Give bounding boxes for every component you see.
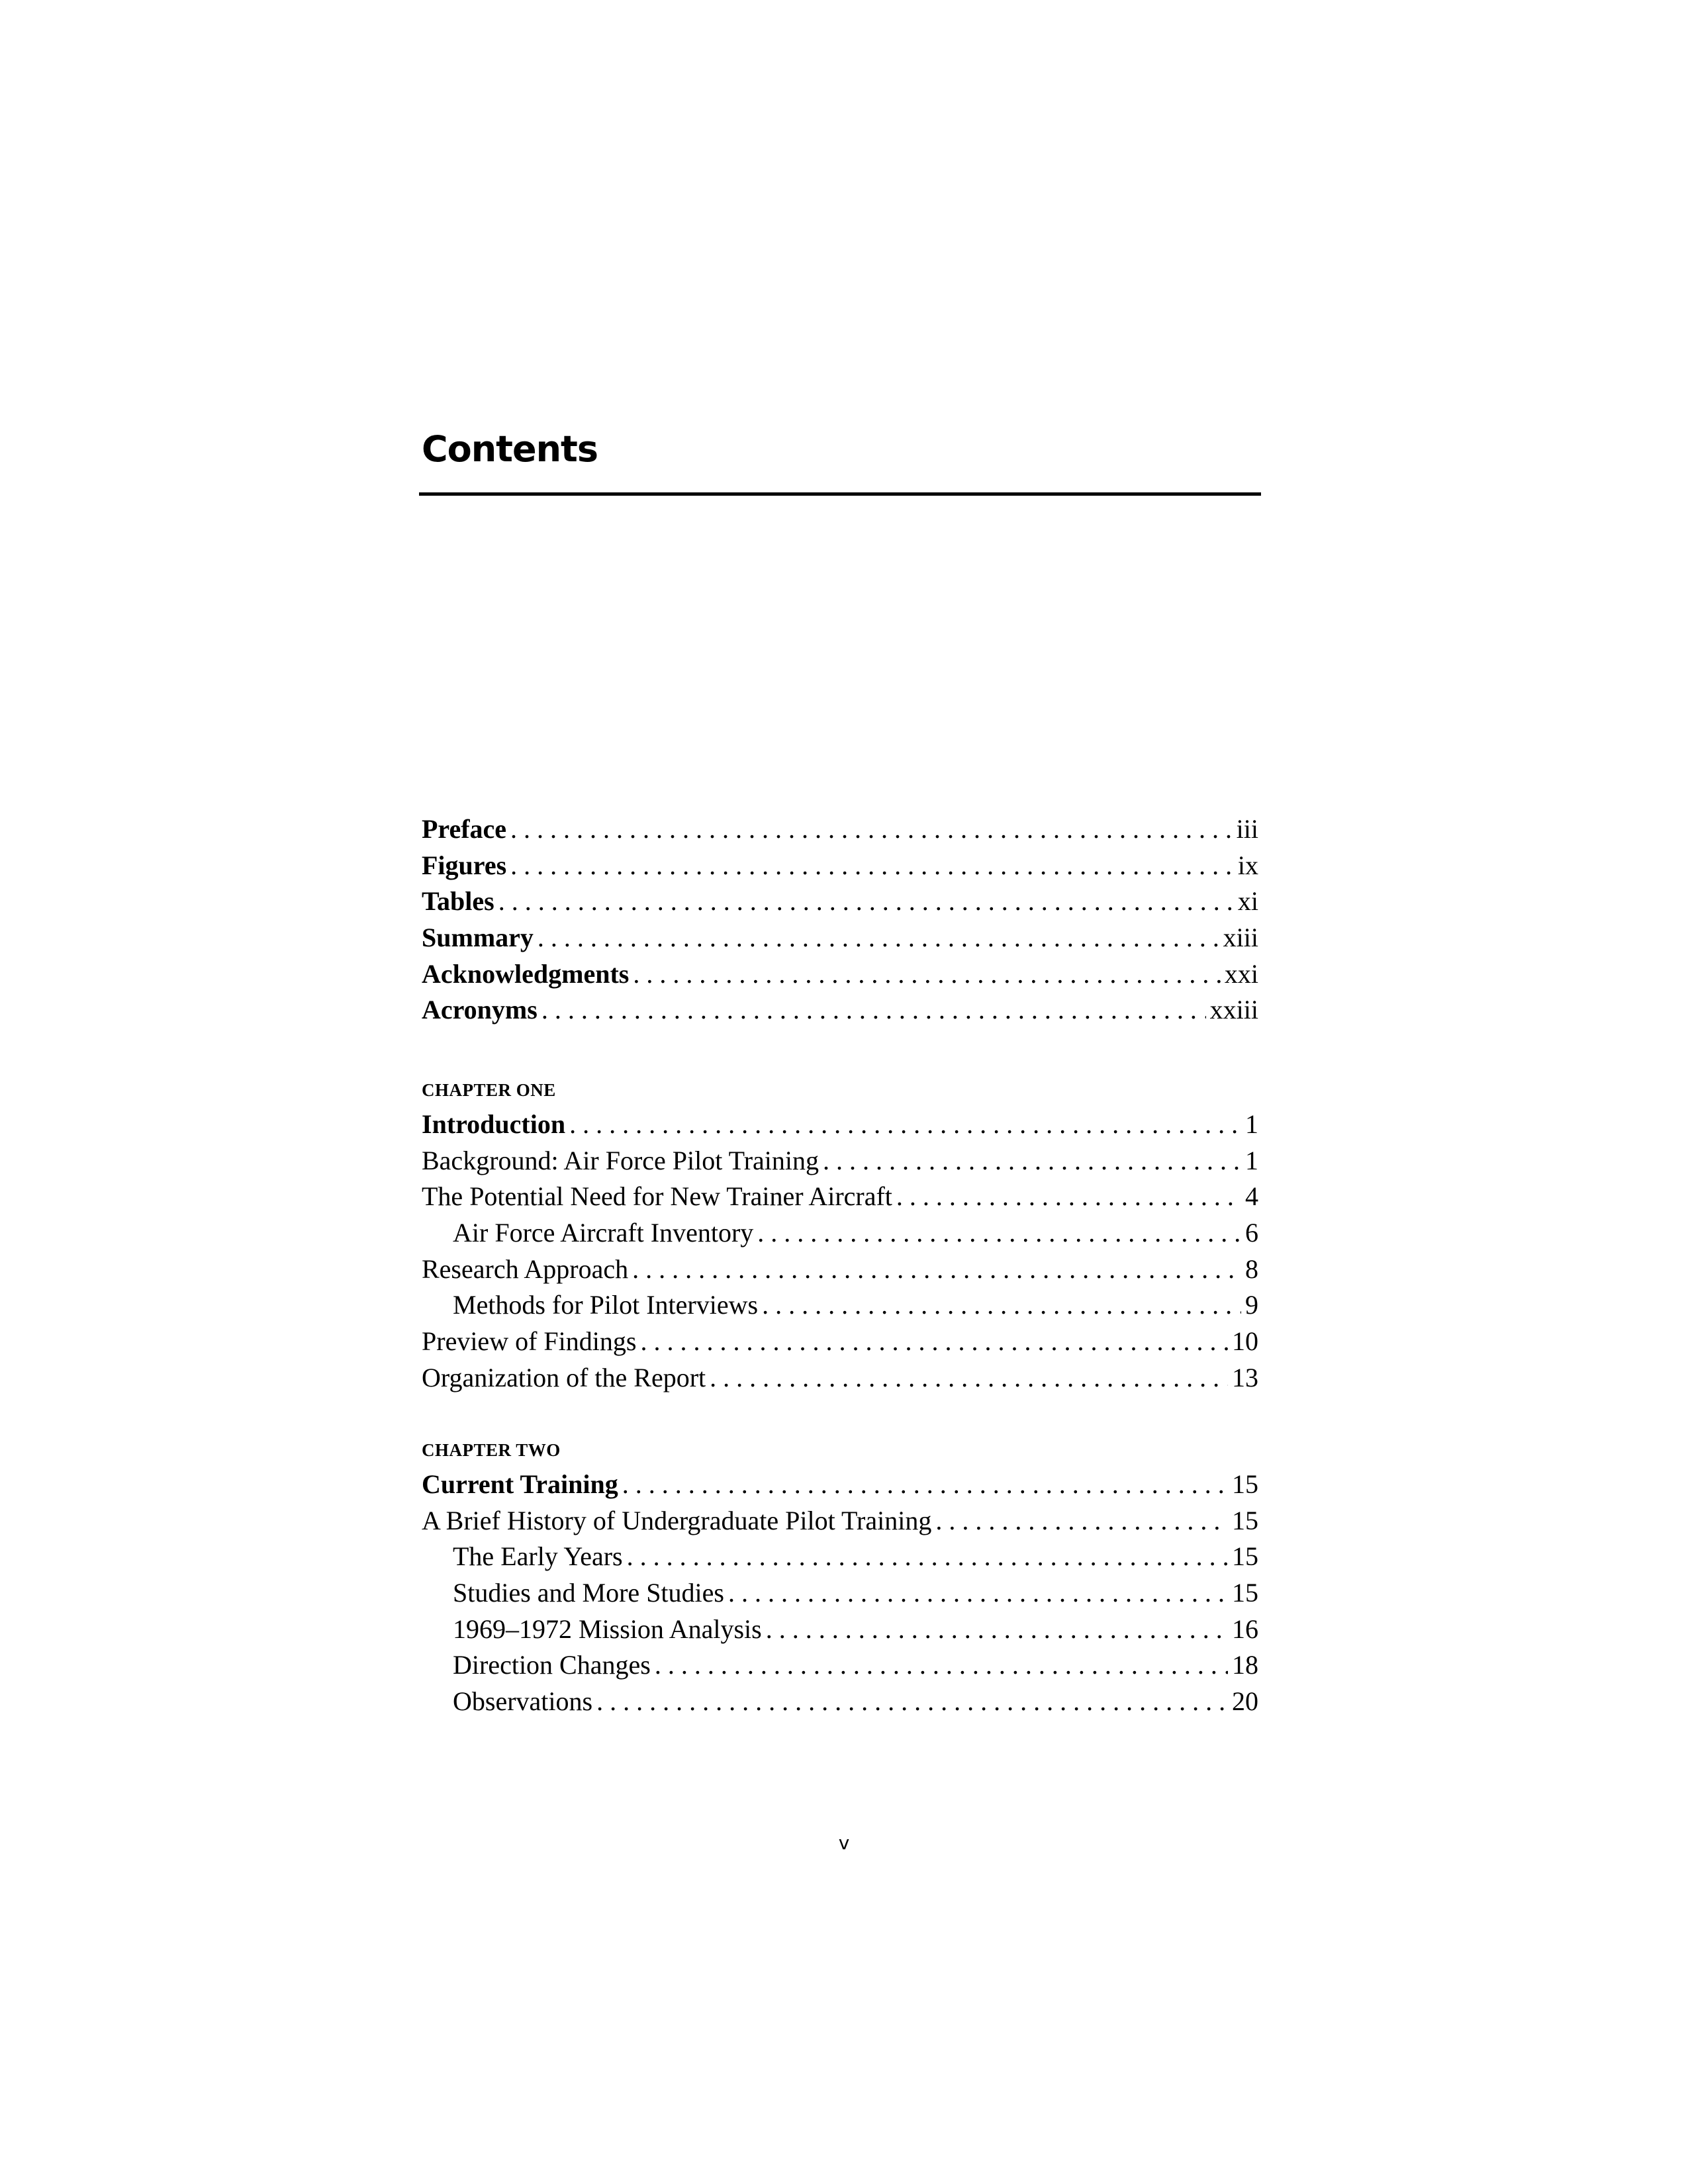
toc-entry-page: xxi [1224,958,1258,989]
dot-leader [541,992,1206,1028]
dot-leader [622,1467,1228,1503]
toc-entry [422,1467,1258,1503]
toc-entry [422,920,1258,956]
toc-entry [422,848,1258,884]
dot-leader [633,956,1221,993]
toc-entry-title: Tables [422,886,494,917]
toc-entry-title: Observations [453,1686,593,1717]
toc-entry-page: 16 [1232,1614,1258,1644]
toc-entry [422,1215,1258,1251]
toc-entry [422,1324,1258,1360]
chapter-entries [422,1107,1258,1396]
dot-leader [710,1360,1228,1396]
toc-entry-page: ix [1237,850,1258,880]
chapter-label: CHAPTER TWO [422,1440,561,1460]
toc-entry [422,1612,1258,1648]
toc-entry-page: 15 [1232,1578,1258,1608]
toc-entry-page: xiii [1223,923,1258,953]
toc-entry-title: Acknowledgments [422,958,630,989]
toc-entry-page: iii [1236,814,1258,844]
toc-entry-page: 10 [1232,1326,1258,1357]
title-rule [419,492,1261,496]
toc-entry-title: Introduction [422,1109,566,1139]
toc-entry-page: 8 [1245,1253,1258,1284]
toc-entry [422,1179,1258,1215]
toc-entry [422,1107,1258,1143]
toc-entry-title: Current Training [422,1469,618,1499]
chapter-entries [422,1467,1258,1720]
dot-leader [728,1575,1228,1612]
dot-leader [757,1215,1241,1251]
toc-entry-page: 1 [1245,1109,1258,1139]
toc-entry-title: Research Approach [422,1253,629,1284]
toc-entry-page: 18 [1232,1650,1258,1680]
toc-entry-title: The Early Years [453,1541,623,1572]
toc-entry [422,1503,1258,1539]
toc-entry [422,884,1258,920]
dot-leader [538,920,1219,956]
toc-entry [422,1684,1258,1720]
dot-leader [596,1684,1228,1720]
toc-entry [422,811,1258,848]
toc-entry [422,1360,1258,1396]
dot-leader [766,1612,1228,1648]
toc-front-matter [422,811,1258,1028]
toc-chapter-two [422,1433,1258,1720]
toc-entry-title: Summary [422,923,534,953]
toc-entry-title: Air Force Aircraft Inventory [453,1218,754,1248]
toc-entry-page: 15 [1232,1505,1258,1535]
toc-entry-page: xi [1237,886,1258,917]
toc-entry-page: 9 [1245,1290,1258,1320]
toc-entry-title: Preview of Findings [422,1326,637,1357]
toc-entry [422,1143,1258,1179]
dot-leader [762,1287,1241,1324]
dot-leader [640,1324,1228,1360]
toc-entry [422,1539,1258,1575]
toc-entry-page: 6 [1245,1218,1258,1248]
page-title: Contents [422,428,598,470]
dot-leader [569,1107,1241,1143]
dot-leader [510,848,1234,884]
toc-entry-title: Methods for Pilot Interviews [453,1290,759,1320]
dot-leader [498,884,1234,920]
toc-entry-title: 1969–1972 Mission Analysis [453,1614,762,1644]
toc-entry-title: Direction Changes [453,1650,651,1680]
toc-entry [422,956,1258,993]
toc-entry-title: A Brief History of Undergraduate Pilot Training [422,1505,932,1535]
dot-leader [632,1251,1241,1288]
toc-entry [422,1575,1258,1612]
page-number: v [838,1832,850,1854]
toc-entry-page: 15 [1232,1541,1258,1572]
toc-entry-title: Figures [422,850,507,880]
toc-entry [422,992,1258,1028]
chapter-label: CHAPTER ONE [422,1080,556,1100]
toc-entry-title: Background: Air Force Pilot Training [422,1145,819,1175]
toc-entry [422,1647,1258,1684]
toc-entry [422,1251,1258,1288]
toc-entry-title: Organization of the Report [422,1362,706,1392]
toc-entry-title: Acronyms [422,995,538,1025]
dot-leader [510,811,1233,848]
toc-entry-page: 4 [1245,1181,1258,1212]
toc-entry-page: 15 [1232,1469,1258,1499]
toc-entry-title: The Potential Need for New Trainer Aircraft [422,1181,892,1212]
toc-entry-title: Preface [422,814,507,844]
toc-entry-page: 13 [1232,1362,1258,1392]
dot-leader [823,1143,1241,1179]
toc-entry-title: Studies and More Studies [453,1578,724,1608]
toc-entry-page: xxiii [1209,995,1258,1025]
dot-leader [896,1179,1241,1215]
toc-entry-page: 1 [1245,1145,1258,1175]
toc-chapter-one [422,1073,1258,1396]
toc-entry [422,1287,1258,1324]
dot-leader [935,1503,1228,1539]
toc-entry-page: 20 [1232,1686,1258,1717]
dot-leader [627,1539,1228,1575]
dot-leader [655,1647,1228,1684]
